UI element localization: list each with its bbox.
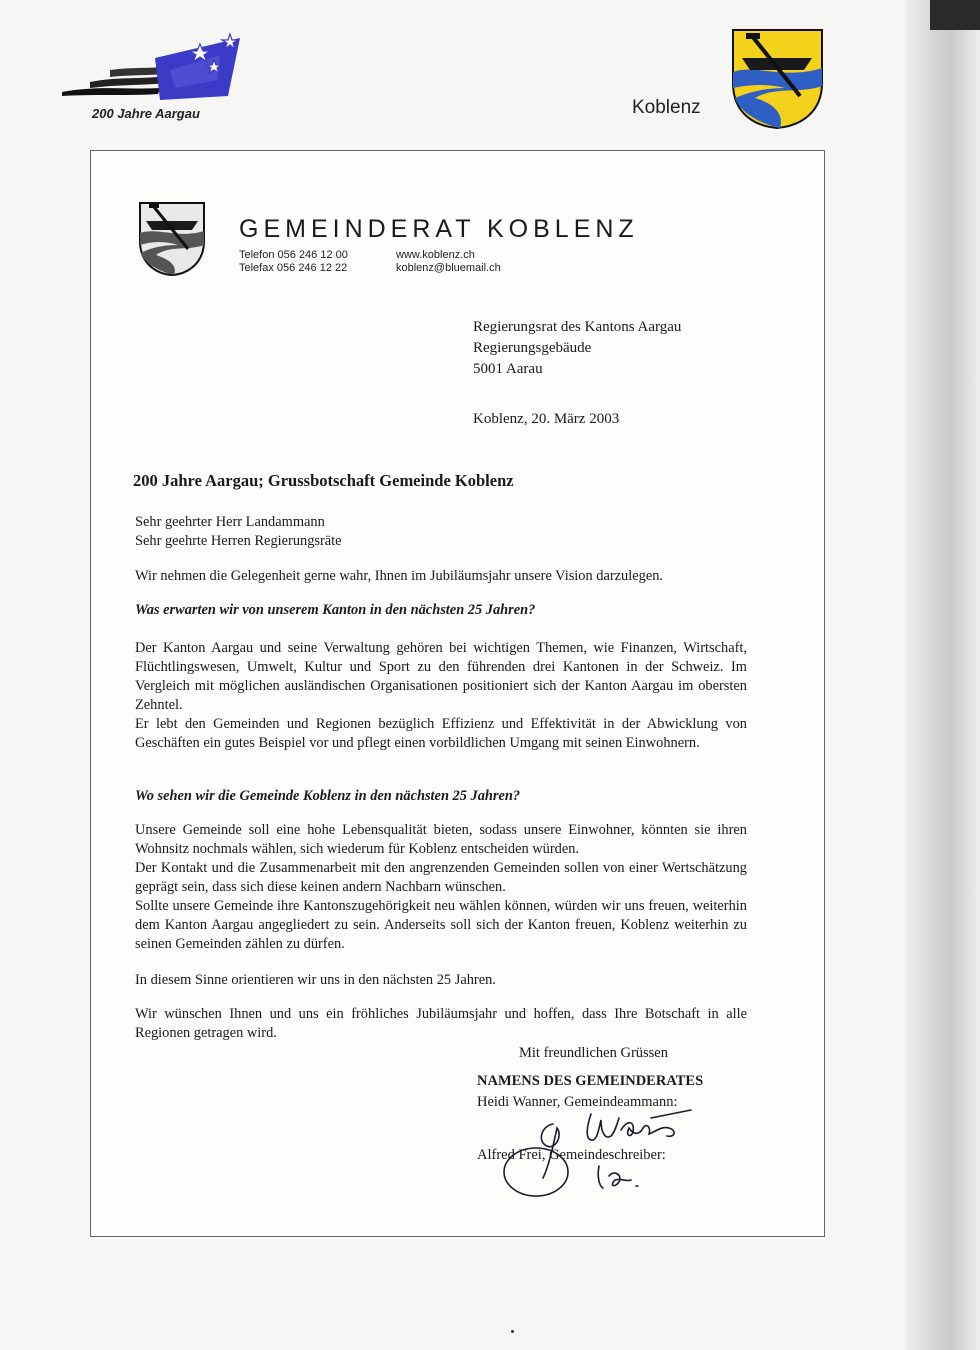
answer-paragraph-2 — [135, 821, 747, 954]
closing-greeting: Mit freundlichen Grüssen — [519, 1045, 668, 1061]
scan-corner — [930, 0, 980, 30]
contact-web-email — [396, 249, 501, 275]
contact-phone-fax — [239, 249, 348, 275]
letterhead-organization: GEMEINDERAT KOBLENZ — [239, 215, 639, 243]
fax-number: Telefax 056 246 12 22 — [239, 262, 348, 274]
salutation — [135, 513, 747, 551]
letter-subject: 200 Jahre Aargau; Grussbotschaft Gemeinde Koblenz — [133, 471, 514, 490]
aargau-200-logo-icon — [60, 30, 250, 105]
wishes-paragraph — [135, 1005, 747, 1043]
question-1-text: Was erwarten wir von unserem Kanton in den nächsten 25 Jahren? — [135, 602, 536, 618]
signer-mayor: Heidi Wanner, Gemeindeammann: — [477, 1094, 678, 1110]
recipient-address — [473, 317, 681, 380]
intro-paragraph — [135, 567, 747, 586]
paragraph-text: Er lebt den Gemeinden und Regionen bezüglich Effizienz und Effektivität in der Abwicklung von Geschäften ein gutes Beispiel vor und pflegt einen vorbildlichen Umgang mit seinen Einwohnern. — [135, 716, 747, 751]
question-heading-1 — [135, 601, 747, 620]
question-heading-2 — [135, 787, 747, 806]
letterhead-coat-of-arms-icon — [138, 201, 206, 277]
scan-speck — [511, 1330, 514, 1333]
council-name: NAMENS DES GEMEINDERATES — [477, 1073, 704, 1089]
question-2-text: Wo sehen wir die Gemeinde Koblenz in den nächsten 25 Jahren? — [135, 788, 521, 804]
koblenz-coat-of-arms-icon — [730, 28, 825, 130]
book-page-edge — [905, 0, 980, 1350]
email-link[interactable]: koblenz@bluemail.ch — [396, 262, 501, 274]
letter-document — [90, 150, 825, 1237]
recipient-line: Regierungsgebäude — [473, 340, 592, 356]
recipient-line: 5001 Aarau — [473, 361, 543, 377]
paragraph-text: Sollte unsere Gemeinde ihre Kantonszugehörigkeit neu wählen können, würden wir uns freuen, weiterhin dem Kanton Aargau angegliedert zu sein. Anderseits soll sich der Kanton freuen, Koblenz weiterhin zu seinen Gemeinden zählen zu dürfen. — [135, 898, 747, 952]
signer-clerk: Alfred Frei, Gemeindeschreiber: — [477, 1147, 666, 1163]
phone-number: Telefon 056 246 12 00 — [239, 249, 348, 261]
paragraph-text: Der Kanton Aargau und seine Verwaltung gehören bei wichtigen Themen, wie Finanzen, Wirtschaft, Flüchtlingswesen, Umwelt, Kultur und Sport zu den führenden drei Kantonen in der Schweiz. Im Vergleich mit möglichen ausländischen Organisationen positioniert sich der Kanton Aargau im obersten Zehntel. — [135, 640, 747, 713]
intro-text: Wir nehmen die Gelegenheit gerne wahr, Ihnen im Jubiläumsjahr unsere Vision darzulegen. — [135, 568, 663, 584]
recipient-line: Regierungsrat des Kantons Aargau — [473, 319, 682, 335]
logo-caption: 200 Jahre Aargau — [92, 106, 200, 121]
salutation-line: Sehr geehrte Herren Regierungsräte — [135, 533, 342, 549]
handwritten-signatures-icon — [491, 1106, 711, 1201]
paragraph-text: Wir wünschen Ihnen und uns ein fröhliches Jubiläumsjahr und hoffen, dass Ihre Botschaft in alle Regionen getragen wird. — [135, 1006, 747, 1041]
municipality-title: Koblenz — [632, 97, 701, 118]
letter-date: Koblenz, 20. März 2003 — [473, 411, 620, 427]
paragraph-text: In diesem Sinne orientieren wir uns in den nächsten 25 Jahren. — [135, 972, 496, 988]
paragraph-text: Unsere Gemeinde soll eine hohe Lebensqualität bieten, sodass unsere Einwohner, könnten sie ihren Wohnsitz nochmals wählen, sich wiederum für Koblenz entscheiden würden. — [135, 822, 747, 857]
paragraph-text: Der Kontakt und die Zusammenarbeit mit den angrenzenden Gemeinden sollen von einer Wertschätzung geprägt sein, dass sich diese keinen andern Nachbarn wünschen. — [135, 860, 747, 895]
salutation-line: Sehr geehrter Herr Landammann — [135, 514, 325, 530]
website-link[interactable]: www.koblenz.ch — [396, 249, 475, 261]
answer-paragraph-1 — [135, 639, 747, 753]
closing-statement — [135, 971, 747, 990]
